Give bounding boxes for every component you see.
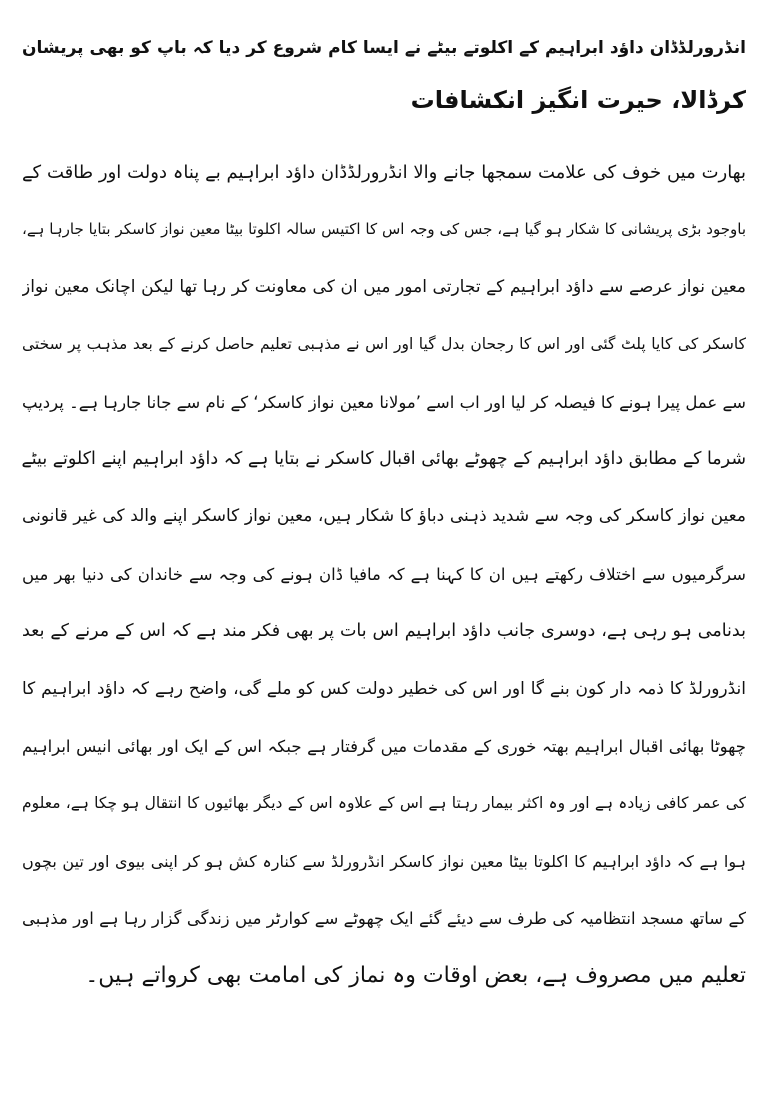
body-line-13: ہوا ہے کہ داؤد ابراہیم کا اکلوتا بیٹا معین نواز کاسکر انڈرورلڈ سے کنارہ کش ہو کر اپنی بیوی اور تین بچوں <box>22 851 746 871</box>
body-line-12: کی عمر کافی زیادہ ہے اور وہ اکثر بیمار رہتا ہے اس کے علاوہ اس کے دیگر بھائیوں کا انتقال ہو چکا ہے، معلوم <box>22 794 746 813</box>
article-headline <box>22 22 746 126</box>
body-line-1: بھارت میں خوف کی علامت سمجھا جانے والا انڈرورلڈڈان داؤد ابراہیم بے پناہ دولت اور طاقت کے <box>22 162 746 183</box>
body-line-2: باوجود بڑی پریشانی کا شکار ہو گیا ہے، جس کی وجہ اس کا اکتیس سالہ اکلوتا بیٹا معین نواز کاسکر بتایا جارہا ہے، <box>22 220 746 239</box>
body-line-8: سرگرمیوں سے اختلاف رکھتے ہیں ان کا کہنا ہے کہ مافیا ڈان ہونے کی وجہ سے خاندان کی دنیا بھر میں <box>22 564 746 584</box>
body-line-7: معین نواز کاسکر کی وجہ سے شدید ذہنی دباؤ کا شکار ہیں، معین نواز کاسکر اپنے والد کی غیر قانونی <box>22 506 746 527</box>
body-line-5: سے عمل پیرا ہونے کا فیصلہ کر لیا اور اب اسے ’مولانا معین نواز کاسکر‘ کے نام سے جانا جارہا ہے۔ پردیپ <box>22 392 746 412</box>
body-line-11: چھوٹا بھائی اقبال ابراہیم بھتہ خوری کے مقدمات میں گرفتار ہے جبکہ اس کے ایک اور بھائی انیس ابراہیم <box>22 736 746 756</box>
headline-line-2: کرڈالا، حیرت انگیز انکشافات <box>410 86 746 114</box>
body-line-6: شرما کے مطابق داؤد ابراہیم کے چھوٹے بھائی اقبال کاسکر نے بتایا ہے کہ داؤد ابراہیم اپنے اکلوتے بیٹے <box>22 448 746 469</box>
body-line-3: معین نواز عرصے سے داؤد ابراہیم کے تجارتی امور میں ان کی معاونت کر رہا تھا لیکن اچانک معین نواز <box>22 276 746 297</box>
body-line-14: کے ساتھ مسجد انتظامیہ کی طرف سے دیئے گئے ایک چھوٹے سے کوارٹر میں زندگی گزار رہا ہے اور مذہبی <box>22 909 746 929</box>
article-body <box>22 144 746 1005</box>
body-line-15: تعلیم میں مصروف ہے، بعض اوقات وہ نماز کی امامت بھی کرواتے ہیں۔ <box>85 963 746 989</box>
body-line-10: انڈرورلڈ کا ذمہ دار کون بنے گا اور اس کی خطیر دولت کس کو ملے گی، واضح رہے کہ داؤد ابراہیم کا <box>22 678 746 699</box>
headline-line-1: انڈرورلڈڈان داؤد ابراہیم کے اکلوتے بیٹے نے ایسا کام شروع کر دیا کہ باپ کو بھی پریشان <box>22 38 746 58</box>
body-line-9: بدنامی ہو رہی ہے، دوسری جانب داؤد ابراہیم اس بات پر بھی فکر مند ہے کہ اس کے مرنے کے بعد <box>22 621 746 642</box>
body-line-4: کاسکر کی کایا پلٹ گئی اور اس کا رجحان بدل گیا اور اس نے مذہبی تعلیم حاصل کرنے کے بعد مذہب پر سختی <box>22 335 746 354</box>
